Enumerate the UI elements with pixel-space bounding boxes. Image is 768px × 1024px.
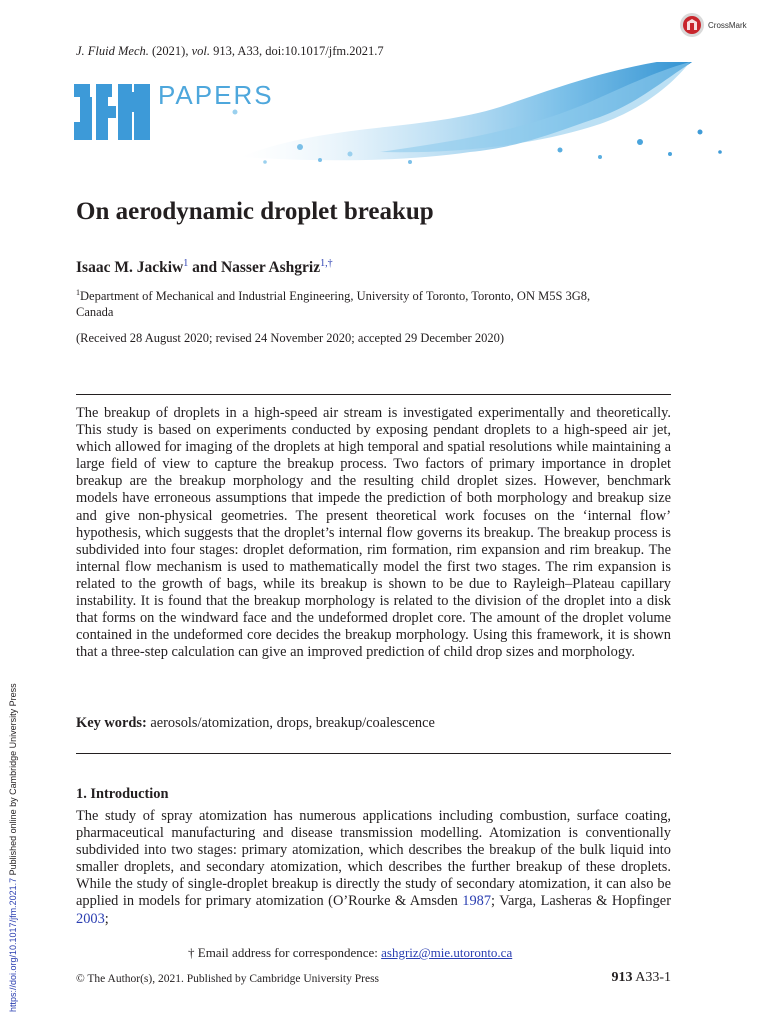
affiliation-mark: 1: [76, 288, 80, 297]
side-published-text: Published online by Cambridge University Press: [8, 683, 18, 878]
received-dates: (Received 28 August 2020; revised 24 November 2020; accepted 29 December 2020): [76, 331, 504, 345]
author-1-affil-mark[interactable]: 1: [183, 258, 189, 269]
page-volume: 913: [611, 970, 633, 985]
crossmark-icon: [679, 12, 705, 38]
author-2: Nasser Ashgriz: [220, 259, 321, 277]
section-heading-introduction: 1. Introduction: [76, 786, 169, 802]
ref-orourke-1987[interactable]: 1987: [462, 893, 492, 910]
keywords-label: Key words:: [76, 715, 147, 731]
jfm-logo: [74, 84, 152, 140]
intro-tail: ;: [104, 910, 109, 927]
side-doi-notice: [8, 683, 18, 1012]
author-1: Isaac M. Jackiw: [76, 259, 184, 277]
intro-sep: ; Varga, Lasheras & Hopfinger: [491, 893, 671, 910]
footnote-prefix: † Email address for correspondence:: [188, 945, 382, 960]
abstract-bottom-rule: [76, 753, 671, 754]
citation-year: (2021),: [148, 44, 192, 58]
page-number: [612, 970, 672, 986]
journal-abbrev: J. Fluid Mech.: [76, 44, 149, 58]
affiliation-text: Department of Mechanical and Industrial Engineering, University of Toronto, Toronto, ON M5S 3G8, Canada: [76, 289, 591, 320]
crossmark-label: CrossMark: [708, 20, 747, 30]
correspondence-footnote: [188, 945, 512, 961]
journal-citation: [76, 44, 384, 59]
abstract-text: The breakup of droplets in a high-speed air stream is investigated experimentally and theoretically. This study is based on experiments conducted by exposing pendant droplets to a high-speed air jet, which allowed for imaging of the droplets at high temporal and spatial resolutions while maintaining a large field of view to capture the breakup process. Two factors of primary importance in droplet breakup are the breakup morphology and the resulting child droplet sizes. However, benchmark models have erroneous assumptions that impede the prediction of both morphology and breakup size and give non-physical geometries. The present theoretical work focuses on the ‘internal flow’ hypothesis, which suggests that the droplet’s internal flow governs its breakup. The breakup process is subdivided into four stages: droplet deformation, rim formation, rim expansion and rim breakup. The internal flow mechanism is used to mathematically model the first two stages. The rim expansion is related to the growth of bags, while its breakup is shown to be due to Rayleigh–Plateau capillary instability. It is found that the breakup morphology is related to the division of the droplet into a disk that forms on the windward face and the undeformed droplet core. The amount of the droplet volume contained in the undeformed core decides the breakup morphology. Using this framework, it is shown that a three-step calculation can give an improved prediction of child drop sizes and morphology.: [76, 405, 671, 661]
side-doi-link[interactable]: https://doi.org/10.1017/jfm.2021.7: [8, 877, 18, 1012]
keywords: [76, 715, 435, 732]
author-2-affil-mark[interactable]: 1,†: [320, 258, 333, 269]
author-line: [76, 258, 333, 277]
citation-rest: 913, A33, doi:10.1017/jfm.2021.7: [210, 44, 384, 58]
ref-varga-2003[interactable]: 2003: [76, 910, 105, 927]
papers-wordmark: PAPERS: [158, 80, 274, 110]
abstract-top-rule: [76, 394, 671, 395]
copyright-notice: © The Author(s), 2021. Published by Cambridge University Press: [76, 973, 380, 985]
affiliation: [76, 285, 596, 320]
correspondence-email-link[interactable]: ashgriz@mie.utoronto.ca: [381, 945, 513, 960]
author-joiner: and: [188, 259, 221, 277]
citation-vol-label: vol.: [191, 44, 210, 58]
intro-body: The study of spray atomization has numerous applications including combustion, surface coating, pharmaceutical manufacturing and disease transmission modelling. Atomization is conventionally subdivided into two stages: primary atomization, which describes the breakup of the bulk liquid into smaller droplets, and secondary atomization, which describes the further breakup of these droplets. While the study of single-droplet breakup is directly the study of secondary atomization, it can also be applied in models for primary atomization (O’Rourke & Amsden: [76, 808, 671, 910]
keywords-text: aerosols/atomization, drops, breakup/coalescence: [146, 715, 435, 731]
paper-title: On aerodynamic droplet breakup: [76, 198, 434, 225]
page-article: A33-1: [632, 970, 671, 985]
introduction-text: [76, 808, 671, 928]
crossmark-badge[interactable]: [679, 12, 747, 38]
